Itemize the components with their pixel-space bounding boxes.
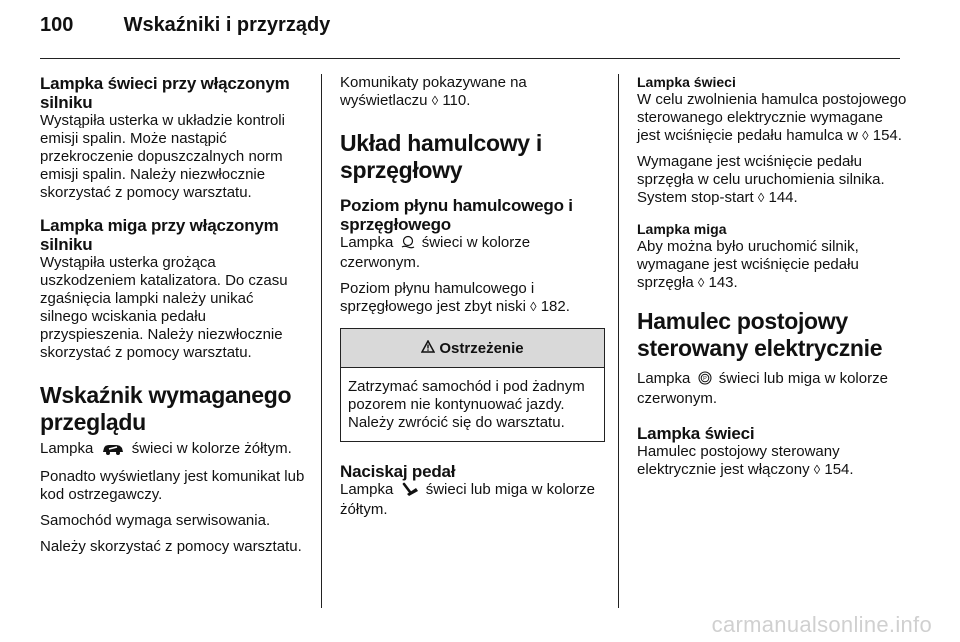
parking-brake-release-para: W celu zwolnienia hamulca postojowego sterowanego elektrycznie wymagane jest wciśnięcie pedału hamulca w ◊ 154. bbox=[637, 91, 907, 144]
warning-box bbox=[340, 328, 605, 442]
parking-brake-icon bbox=[698, 371, 712, 390]
warning-header bbox=[341, 329, 604, 368]
brake-lamp-para: Lampka świeci w kolorze czerwonym. bbox=[340, 234, 531, 271]
reference-arrow-icon: ◊ bbox=[530, 299, 537, 314]
press-pedal-heading: Naciskaj pedał bbox=[340, 462, 456, 481]
column-divider-1 bbox=[321, 74, 322, 608]
warning-triangle-icon bbox=[421, 340, 435, 357]
service-workshop-text: Należy skorzystać z pomocy warsztatu. bbox=[40, 538, 302, 555]
mil-flash-heading: Lampka miga przy włączonym silniku bbox=[40, 216, 279, 254]
warning-body bbox=[341, 368, 604, 441]
lamp-flash-heading: Lampka miga bbox=[637, 221, 727, 237]
reference-arrow-icon: ◊ bbox=[757, 190, 765, 205]
watermark: carmanualsonline.info bbox=[711, 612, 932, 637]
brake-fluid-level-heading: Poziom płynu hamulcowego i sprzęgłowego bbox=[340, 196, 573, 234]
column-3 bbox=[637, 74, 907, 479]
column-2 bbox=[340, 74, 605, 519]
epb-applied-para: Hamulec postojowy sterowany elektrycznie jest włączony ◊ 154. bbox=[637, 443, 854, 478]
lamp-on-heading: Lampka świeci bbox=[637, 74, 736, 90]
epb-lamp-on-heading: Lampka świeci bbox=[637, 424, 755, 443]
service-wrench-car-icon bbox=[101, 442, 125, 460]
warning-heading: Ostrzeżenie bbox=[439, 339, 524, 357]
column-divider-2 bbox=[618, 74, 619, 608]
column-1 bbox=[40, 74, 305, 556]
pedal-icon bbox=[401, 482, 419, 501]
brake-clutch-heading: Układ hamulcowy i sprzęgłowy bbox=[340, 130, 542, 183]
brake-fluid-low-para: Poziom płynu hamulcowego i sprzęgłowego jest zbyt niski ◊ 182. bbox=[340, 280, 570, 315]
service-indicator-para: Lampka świeci w kolorze żółtym. bbox=[40, 440, 305, 460]
page-header bbox=[40, 14, 330, 37]
stop-start-para: Wymagane jest wciśnięcie pedału sprzęgła w celu uruchomienia silnika. System stop-start ◊ 144. bbox=[637, 153, 885, 206]
service-warning-message-text: Ponadto wyświetlany jest komunikat lub kod ostrzegawczy. bbox=[40, 468, 305, 503]
reference-arrow-icon: ◊ bbox=[431, 93, 439, 108]
header-divider bbox=[40, 58, 900, 59]
reference-arrow-icon: ◊ bbox=[697, 275, 705, 290]
page-number: 100 bbox=[40, 14, 74, 36]
mil-on-text: Wystąpiła usterka w układzie kontroli emisji spalin. Może nastąpić przekroczenie dopuszczalnych norm emisji spalin. Należy niezwłocznie skorzystać z pomocy warsztatu. bbox=[40, 112, 285, 201]
brake-fluid-level-icon bbox=[401, 235, 415, 254]
press-pedal-para: Lampka świeci lub miga w kolorze żółtym. bbox=[340, 481, 595, 518]
service-required-text: Samochód wymaga serwisowania. bbox=[40, 512, 271, 529]
reference-arrow-icon: ◊ bbox=[813, 462, 821, 477]
messages-reference: Komunikaty pokazywane na wyświetlaczu ◊ 110. bbox=[340, 74, 527, 109]
reference-arrow-icon: ◊ bbox=[862, 128, 869, 143]
chapter-title: Wskaźniki i przyrządy bbox=[123, 14, 331, 36]
svg-text:P: P bbox=[702, 376, 707, 383]
service-indicator-heading: Wskaźnik wymaganego przeglądu bbox=[40, 382, 292, 435]
epb-lamp-para: Lampka P świeci lub miga w kolorze czerwonym. bbox=[637, 370, 888, 407]
electric-parking-brake-heading: Hamulec postojowy sterowany elektrycznie bbox=[637, 308, 883, 361]
mil-flash-text: Wystąpiła usterka grożąca uszkodzeniem katalizatora. Do czasu zgaśnięcia lampki należy unikać silnego wciskania pedału przyspieszenia. Należy niezwłocznie skorzystać z pomocy warsztatu. bbox=[40, 254, 288, 361]
clutch-start-para: Aby można było uruchomić silnik, wymagane jest wciśnięcie pedału sprzęgła ◊ 143. bbox=[637, 238, 859, 291]
warning-text: Zatrzymać samochód i pod żadnym pozorem nie kontynuować jazdy. Należy zwrócić się do warsztatu. bbox=[348, 378, 585, 431]
mil-on-heading: Lampka świeci przy włączonym silniku bbox=[40, 74, 290, 112]
